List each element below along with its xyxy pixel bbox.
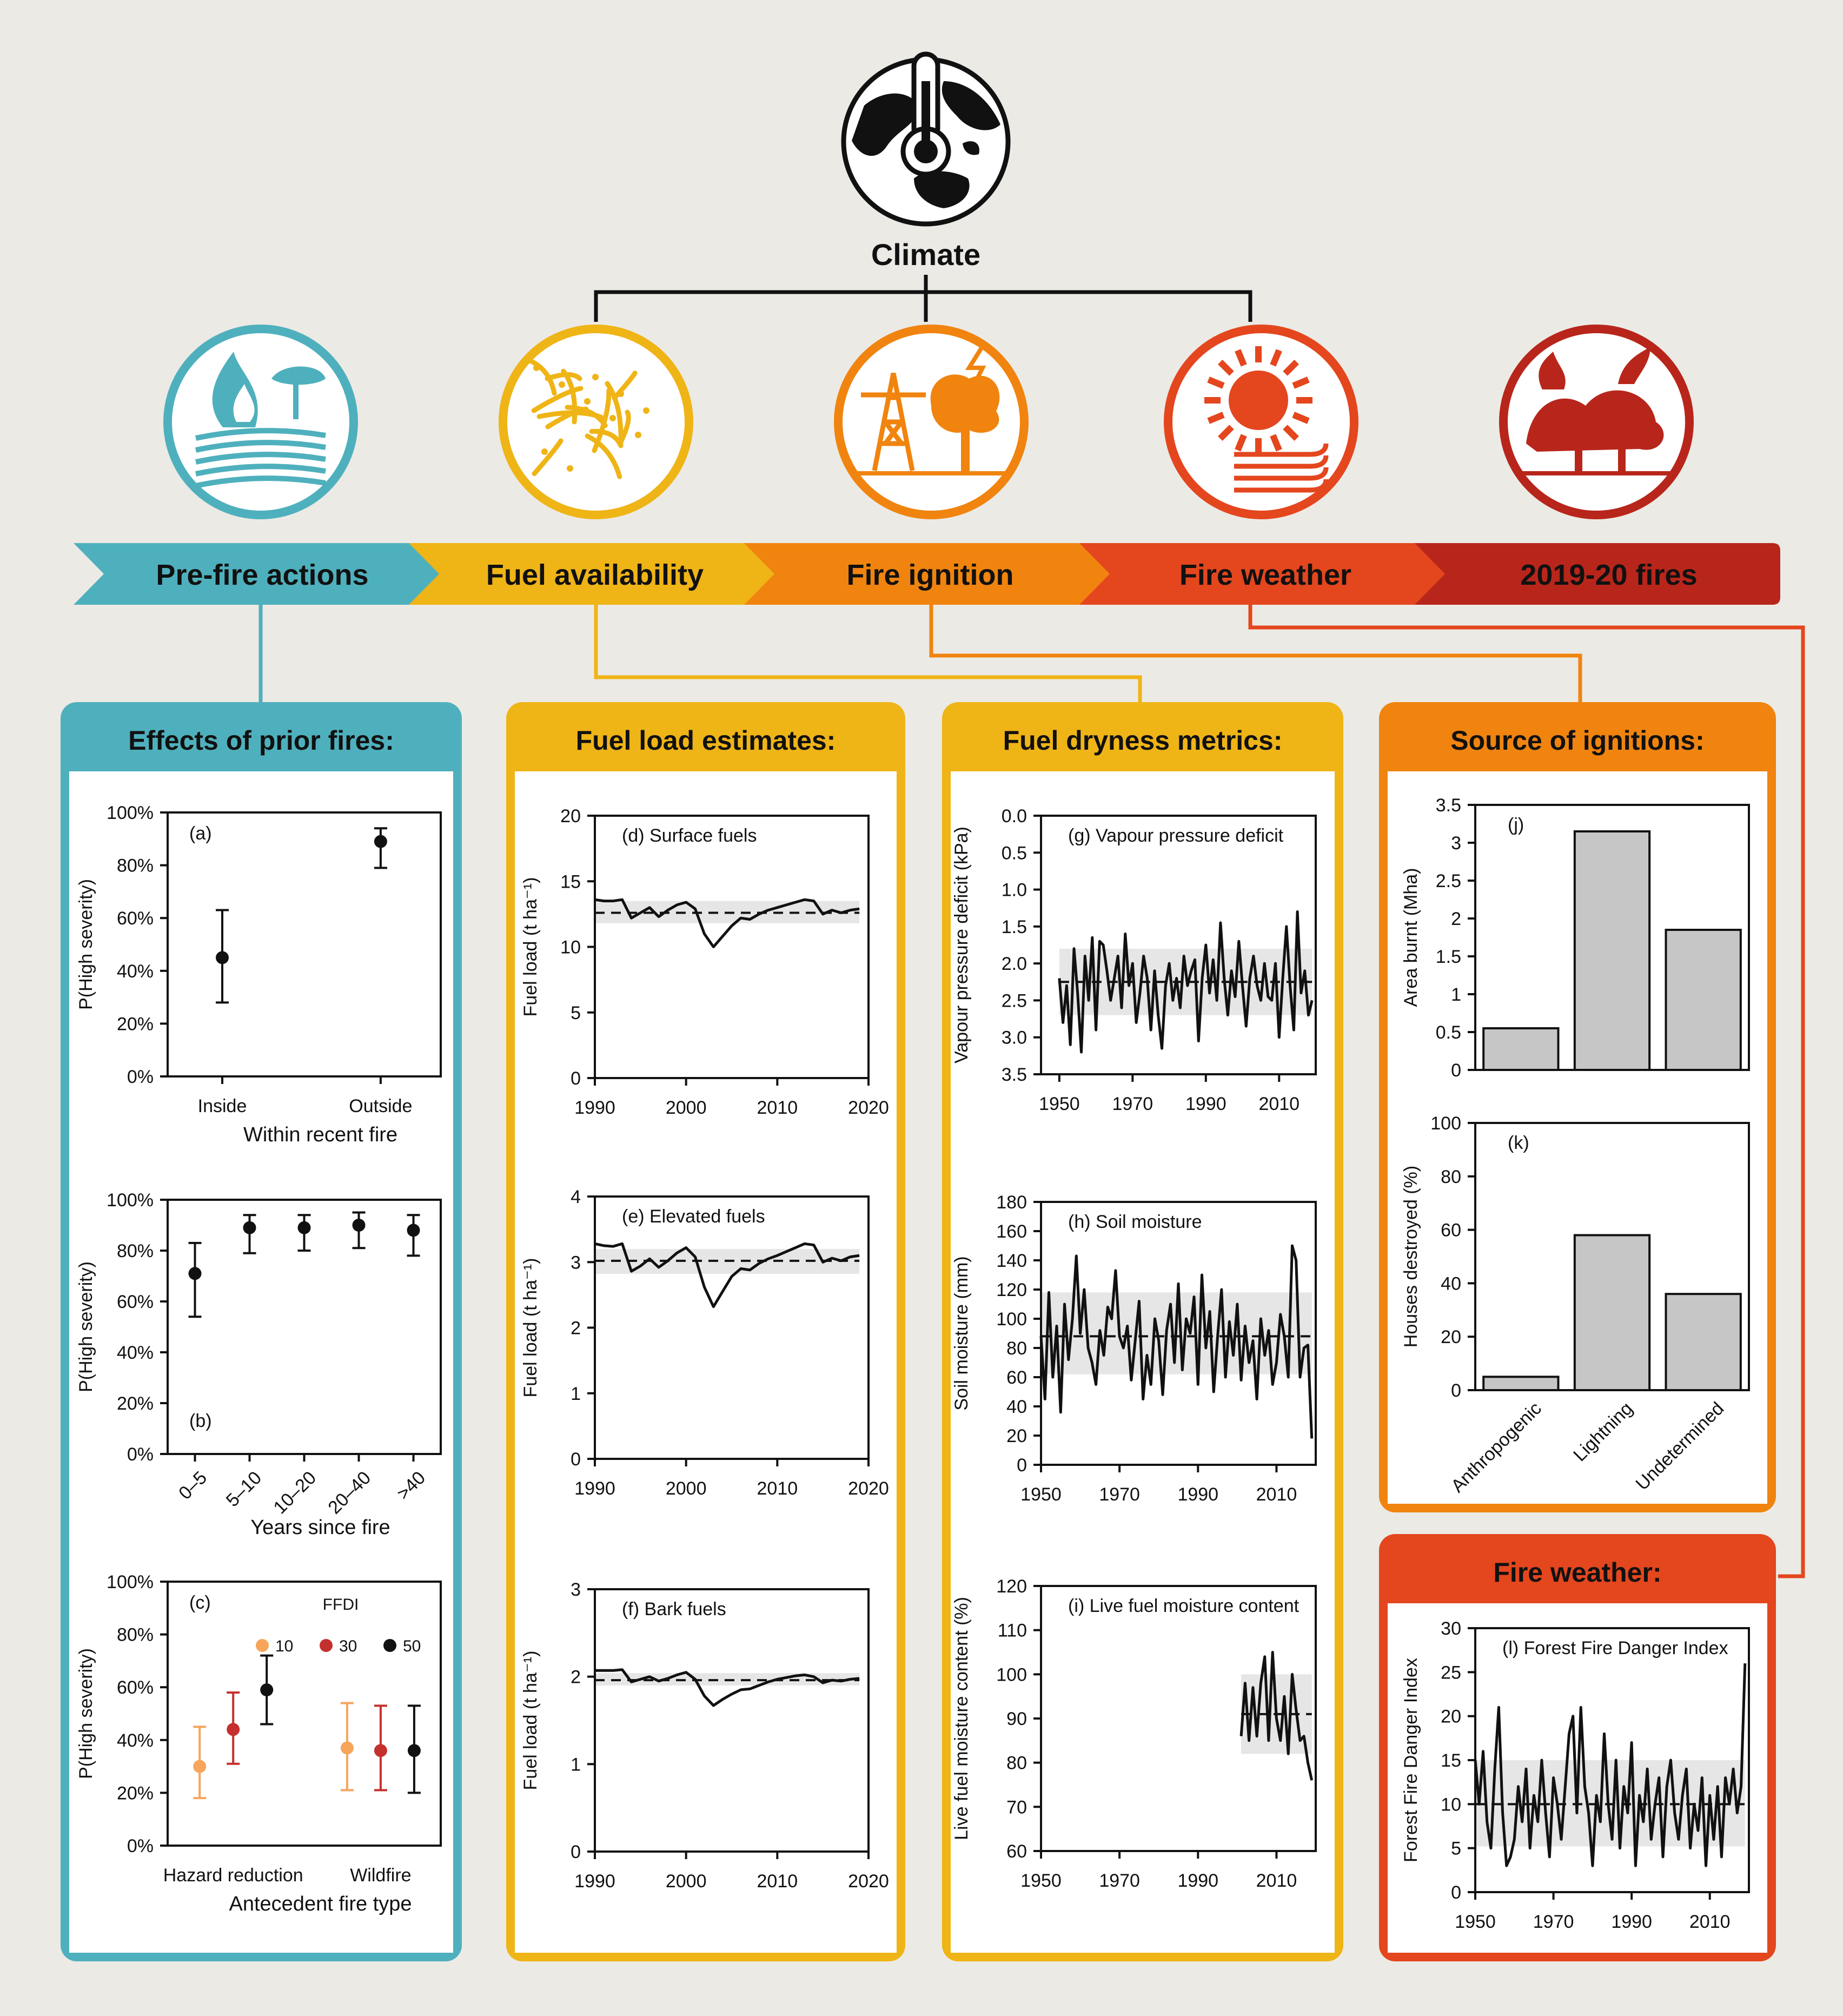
y-tick-label: 2.5 <box>1001 990 1027 1012</box>
x-tick-label: 1970 <box>1533 1912 1574 1932</box>
y-tick-label: 80 <box>1441 1166 1461 1187</box>
panel-label: (c) <box>189 1592 211 1613</box>
y-tick-label: 1 <box>571 1754 581 1775</box>
panel-label: (g) Vapour pressure deficit <box>1068 825 1284 846</box>
legend-entry: 30 <box>339 1637 357 1655</box>
x-tick-label: 1990 <box>1611 1912 1652 1932</box>
x-tick-label: 1950 <box>1039 1094 1080 1114</box>
x-tick-label: 2010 <box>1258 1094 1300 1114</box>
y-tick-label: 0 <box>1017 1455 1027 1476</box>
y-axis-label: Soil moisture (mm) <box>951 1256 972 1411</box>
y-tick-label: 2 <box>571 1318 581 1339</box>
y-tick-label: 0 <box>571 1068 581 1089</box>
y-tick-label: 60 <box>1441 1220 1461 1241</box>
y-axis-label: P(High severity) <box>76 879 96 1010</box>
panel-label: (e) Elevated fuels <box>622 1206 765 1227</box>
x-tick-label: 2000 <box>665 1098 707 1118</box>
y-tick-label: 60% <box>116 1292 154 1312</box>
x-tick-label: 2010 <box>757 1871 798 1892</box>
x-tick-label: 1950 <box>1020 1484 1062 1505</box>
y-tick-label: 100 <box>996 1664 1027 1685</box>
data-point <box>227 1723 240 1736</box>
stage-circle-4 <box>1168 329 1354 515</box>
stage-label: Pre-fire actions <box>156 559 369 591</box>
y-tick-label: 5 <box>1451 1838 1461 1859</box>
y-tick-label: 0 <box>1451 1882 1461 1903</box>
y-tick-label: 40% <box>116 1343 154 1363</box>
x-tick-label: 1990 <box>574 1871 615 1892</box>
y-tick-label: 40% <box>116 961 154 982</box>
y-tick-label: 4 <box>571 1187 581 1207</box>
stage-arrow-5 <box>1415 543 1780 605</box>
x-tick-label: 1950 <box>1455 1912 1496 1932</box>
fuel-litter-icon <box>503 329 689 515</box>
stage-arrow-3 <box>744 543 1116 605</box>
bar-anthropogenic <box>1483 1377 1558 1390</box>
x-tick-label: Undetermined <box>1632 1398 1728 1495</box>
data-point <box>216 951 229 964</box>
x-tick-label: 5–10 <box>222 1467 266 1511</box>
stage-label: 2019-20 fires <box>1520 559 1698 591</box>
stage-label: Fuel availability <box>486 559 704 591</box>
panel-label: (l) Forest Fire Danger Index <box>1502 1638 1728 1658</box>
y-tick-label: 10 <box>560 937 581 958</box>
x-tick-label: 1990 <box>574 1098 615 1118</box>
y-tick-label: 140 <box>996 1251 1027 1271</box>
y-tick-label: 3 <box>571 1252 581 1273</box>
x-tick-label: Wildfire <box>350 1865 412 1886</box>
legend-title: FFDI <box>322 1596 359 1614</box>
panel-label: (k) <box>1508 1133 1529 1153</box>
stage-arrow-row <box>74 543 1780 605</box>
y-tick-label: 80% <box>116 1241 154 1261</box>
x-tick-label: Anthropogenic <box>1447 1398 1546 1497</box>
y-tick-label: 0% <box>127 1444 154 1465</box>
y-tick-label: 3 <box>1451 833 1461 854</box>
bar-undetermined <box>1666 930 1741 1070</box>
y-tick-label: 80 <box>1006 1753 1027 1774</box>
panel-label: (d) Surface fuels <box>622 825 757 846</box>
y-tick-label: 40% <box>116 1730 154 1751</box>
y-axis-label: P(High severity) <box>76 1261 96 1392</box>
x-tick-label: 2010 <box>1689 1912 1731 1932</box>
panel-title: Source of ignitions: <box>1450 725 1705 756</box>
y-tick-label: 120 <box>996 1280 1027 1300</box>
y-tick-label: 100 <box>1430 1113 1461 1134</box>
y-axis-label: Fuel load (t ha⁻¹) <box>520 877 541 1017</box>
x-tick-label: 1990 <box>1177 1870 1219 1891</box>
panel-label: (j) <box>1508 815 1524 835</box>
x-tick-label: 2020 <box>848 1098 889 1118</box>
y-tick-label: 100 <box>996 1309 1027 1330</box>
legend-marker <box>320 1639 333 1652</box>
x-tick-label: 2000 <box>665 1478 707 1499</box>
y-tick-label: 2.5 <box>1435 871 1461 891</box>
y-tick-label: 20 <box>1441 1706 1461 1727</box>
x-tick-label: Hazard reduction <box>163 1865 303 1886</box>
y-axis-label: Vapour pressure deficit (kPa) <box>951 827 972 1063</box>
y-tick-label: 0 <box>1451 1060 1461 1081</box>
x-tick-label: 2010 <box>757 1478 798 1499</box>
y-tick-label: 0.5 <box>1001 843 1027 864</box>
panel-title: Fuel dryness metrics: <box>1003 725 1283 756</box>
bar-lightning <box>1575 1235 1649 1390</box>
x-tick-label: >40 <box>393 1467 430 1504</box>
panel-prior_fires <box>61 702 462 1961</box>
x-tick-label: Inside <box>197 1096 247 1116</box>
x-tick-label: 2010 <box>1256 1870 1297 1891</box>
y-tick-label: 120 <box>996 1576 1027 1597</box>
x-tick-label: 2010 <box>1256 1484 1297 1505</box>
panel-label: (h) Soil moisture <box>1068 1212 1202 1232</box>
x-tick-label: 10–20 <box>269 1467 321 1518</box>
y-tick-label: 180 <box>996 1192 1027 1213</box>
y-tick-label: 2 <box>571 1667 581 1688</box>
bar-undetermined <box>1666 1294 1741 1390</box>
y-tick-label: 2 <box>1451 909 1461 929</box>
y-tick-label: 80 <box>1006 1338 1027 1359</box>
y-tick-label: 20% <box>116 1783 154 1804</box>
data-point <box>189 1267 202 1280</box>
x-tick-label: 2020 <box>848 1871 889 1892</box>
x-axis-label: Years since fire <box>250 1516 390 1539</box>
y-tick-label: 100% <box>107 1572 154 1592</box>
y-tick-label: 40 <box>1006 1397 1027 1417</box>
stage-circle-5 <box>1503 329 1689 515</box>
y-tick-label: 10 <box>1441 1794 1461 1815</box>
stage-arrow-2 <box>409 543 781 605</box>
y-tick-label: 3.5 <box>1435 795 1461 816</box>
y-tick-label: 40 <box>1441 1273 1461 1294</box>
data-point <box>341 1741 354 1754</box>
x-tick-label: 1990 <box>574 1478 615 1499</box>
y-tick-label: 110 <box>997 1620 1027 1641</box>
y-axis-label: Area burnt (Mha) <box>1401 868 1421 1007</box>
y-tick-label: 1 <box>1451 984 1461 1005</box>
y-tick-label: 20% <box>116 1014 154 1035</box>
y-tick-label: 90 <box>1006 1709 1027 1729</box>
y-tick-label: 1.5 <box>1435 947 1461 967</box>
x-tick-label: 2020 <box>848 1478 889 1499</box>
y-tick-label: 5 <box>571 1002 581 1023</box>
y-tick-label: 2.0 <box>1001 954 1027 975</box>
x-tick-label: Outside <box>349 1096 413 1116</box>
y-tick-label: 100% <box>107 1190 154 1211</box>
panel-fire_weather <box>1379 1534 1776 1961</box>
data-point <box>374 835 387 848</box>
x-tick-label: Lightning <box>1569 1398 1637 1466</box>
stage-circle-2 <box>503 329 689 515</box>
y-tick-label: 0 <box>1451 1380 1461 1401</box>
stage-circle-1 <box>168 329 354 515</box>
y-tick-label: 20 <box>1441 1327 1461 1348</box>
y-axis-label: Forest Fire Danger Index <box>1401 1658 1421 1862</box>
y-tick-label: 25 <box>1441 1662 1461 1683</box>
y-tick-label: 1.5 <box>1001 916 1027 937</box>
y-tick-label: 0% <box>127 1067 154 1087</box>
x-tick-label: 1990 <box>1185 1094 1227 1114</box>
data-point <box>243 1221 256 1234</box>
y-tick-label: 3.5 <box>1001 1065 1027 1085</box>
y-tick-label: 100% <box>107 803 154 823</box>
y-axis-label: Houses destroyed (%) <box>1401 1165 1421 1348</box>
y-tick-label: 0% <box>127 1836 154 1856</box>
x-tick-label: 1970 <box>1099 1870 1140 1891</box>
panel-title: Fire weather: <box>1493 1557 1662 1588</box>
data-point <box>353 1219 366 1232</box>
stage-label: Fire ignition <box>846 559 1014 591</box>
data-point <box>298 1221 311 1234</box>
x-tick-label: 1970 <box>1099 1484 1140 1505</box>
panel-label: (b) <box>189 1411 212 1431</box>
x-tick-label: 1970 <box>1112 1094 1153 1114</box>
y-axis-label: Fuel load (t ha⁻¹) <box>520 1650 541 1790</box>
y-tick-label: 60% <box>116 1677 154 1698</box>
data-point <box>408 1744 421 1757</box>
y-tick-label: 30 <box>1441 1618 1461 1639</box>
y-tick-label: 20% <box>116 1393 154 1414</box>
x-tick-label: 2000 <box>665 1871 707 1892</box>
y-tick-label: 20 <box>1006 1426 1027 1446</box>
flame-tree-landscape-icon <box>168 329 354 515</box>
y-tick-label: 3.0 <box>1001 1027 1027 1048</box>
x-axis-label: Within recent fire <box>243 1123 398 1146</box>
bar-lightning <box>1575 831 1649 1070</box>
y-tick-label: 160 <box>996 1221 1027 1242</box>
x-tick-label: 1950 <box>1020 1870 1062 1891</box>
panel-label: (i) Live fuel moisture content <box>1068 1596 1300 1616</box>
y-tick-label: 20 <box>560 806 581 827</box>
y-axis-label: P(High severity) <box>76 1648 96 1779</box>
y-tick-label: 15 <box>560 871 581 893</box>
y-axis-label: Live fuel moisture content (%) <box>951 1597 972 1840</box>
panel-label: (f) Bark fuels <box>622 1599 726 1620</box>
y-tick-label: 80% <box>116 1624 154 1645</box>
legend-entry: 10 <box>275 1637 294 1655</box>
panel-title: Effects of prior fires: <box>128 725 394 756</box>
y-tick-label: 60% <box>116 908 154 929</box>
y-tick-label: 3 <box>571 1579 581 1600</box>
y-tick-label: 0 <box>571 1842 581 1862</box>
stage-arrow-1 <box>74 543 451 605</box>
y-tick-label: 60 <box>1006 1841 1027 1862</box>
stage-arrow-4 <box>1079 543 1451 605</box>
y-tick-label: 70 <box>1006 1797 1027 1818</box>
y-axis-label: Fuel load (t ha⁻¹) <box>520 1258 541 1398</box>
y-tick-label: 80% <box>116 855 154 876</box>
x-tick-label: 0–5 <box>175 1467 211 1504</box>
x-tick-label: 2010 <box>757 1098 798 1118</box>
y-tick-label: 0.0 <box>1001 806 1027 827</box>
y-tick-label: 0.5 <box>1435 1022 1461 1043</box>
x-tick-label: 1990 <box>1177 1484 1219 1505</box>
stage-circle-3 <box>838 329 1024 515</box>
data-point <box>193 1760 206 1773</box>
panel-title: Fuel load estimates: <box>575 725 836 756</box>
stage-label: Fire weather <box>1179 559 1352 591</box>
legend-marker <box>256 1639 269 1652</box>
legend-entry: 50 <box>403 1637 421 1655</box>
x-axis-label: Antecedent fire type <box>229 1893 412 1915</box>
data-point <box>407 1224 420 1237</box>
y-tick-label: 0 <box>571 1449 581 1470</box>
climate-label: Climate <box>871 237 981 272</box>
y-tick-label: 60 <box>1006 1367 1027 1388</box>
x-tick-label: 20–40 <box>324 1467 375 1518</box>
panel-label: (a) <box>189 823 212 844</box>
bar-anthropogenic <box>1483 1028 1558 1070</box>
y-tick-label: 1 <box>571 1383 581 1404</box>
legend-marker <box>383 1639 396 1652</box>
data-point <box>260 1683 273 1696</box>
y-tick-label: 1.0 <box>1001 880 1027 901</box>
data-point <box>374 1744 387 1757</box>
y-tick-label: 15 <box>1441 1750 1461 1771</box>
